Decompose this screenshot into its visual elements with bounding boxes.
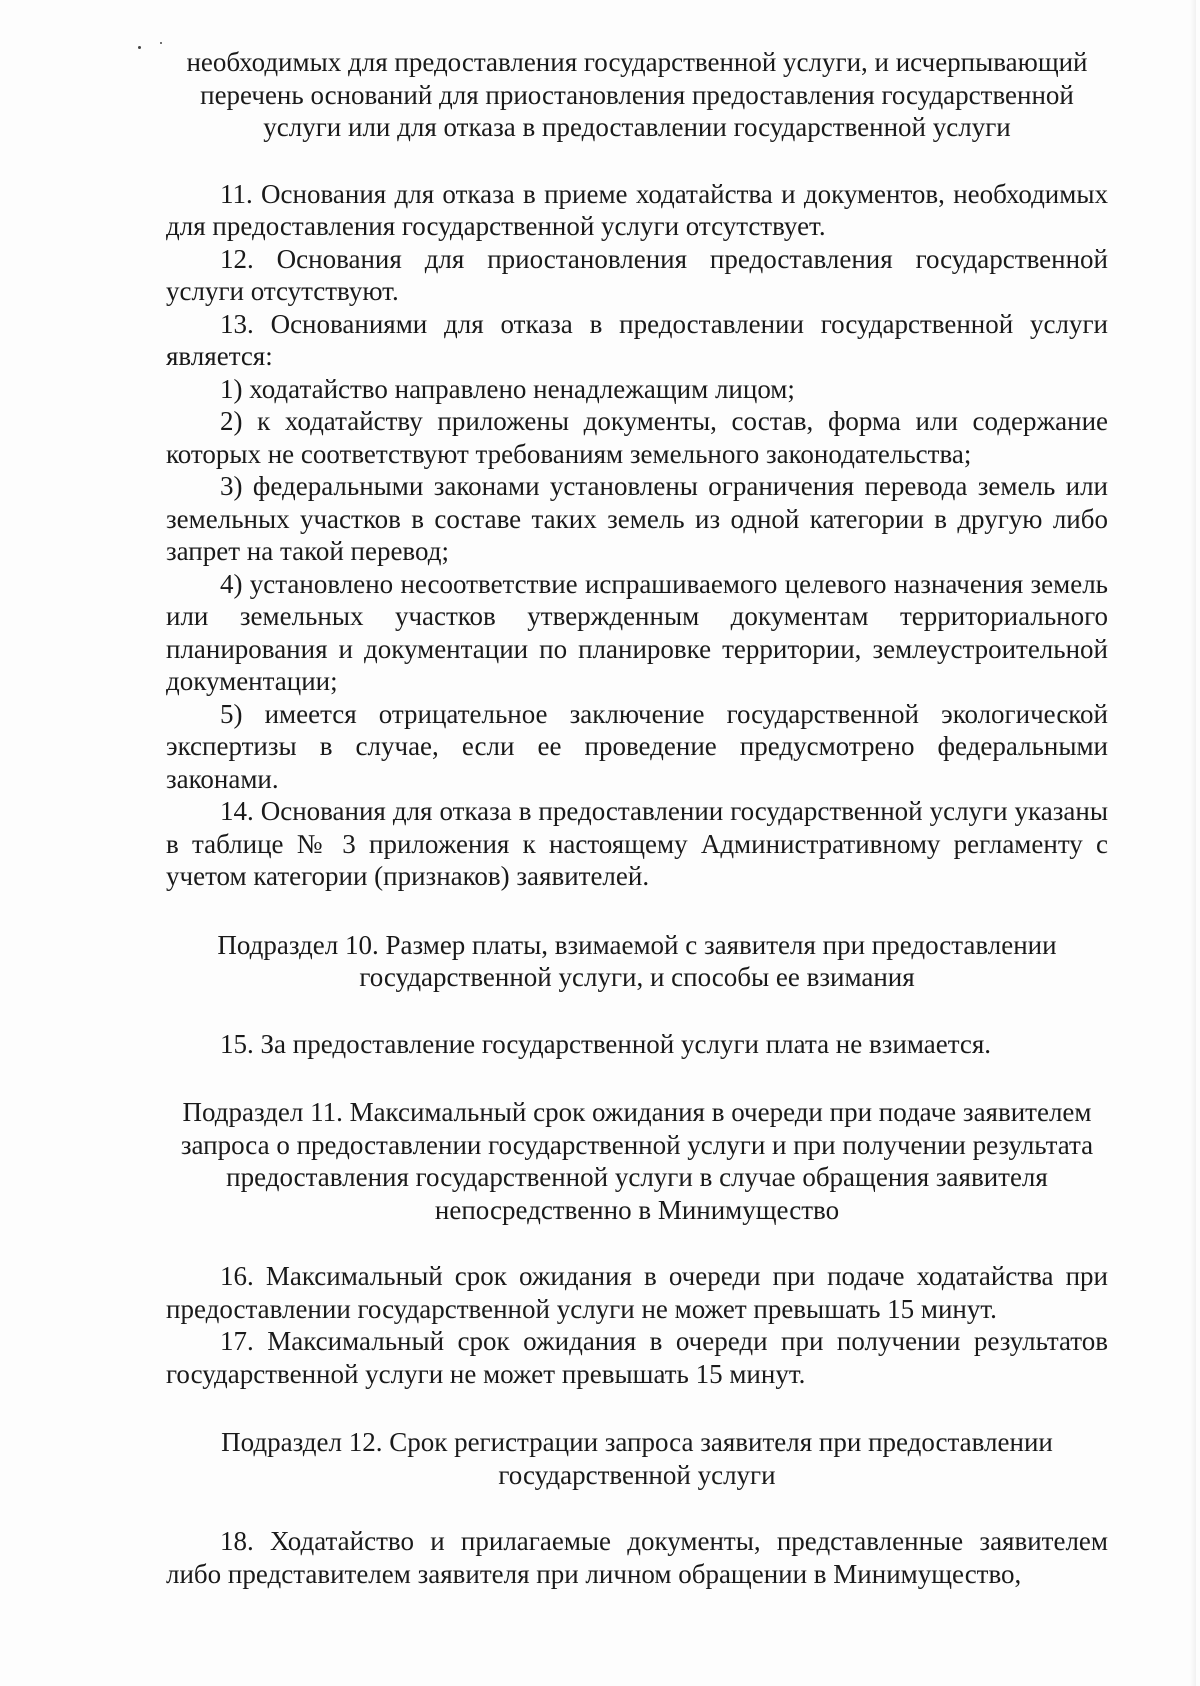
scan-speck — [138, 46, 141, 49]
paragraph-11: 11. Основания для отказа в приеме ходатайства и документов, необходимых для предоставления государственной услуги отсутствует. — [166, 178, 1108, 241]
subsection-heading-12: Подраздел 12. Срок регистрации запроса заявителя при предоставлении государственной услуги — [221, 1427, 1053, 1490]
scan-speck — [160, 42, 162, 44]
subsection-heading-10: Подраздел 10. Размер платы, взимаемой с заявителя при предоставлении государственной услуги, и способы ее взимания — [217, 929, 1057, 992]
paragraph-13-item-3: 3) федеральными законами установлены ограничения перевода земель или земельных участков в составе таких земель из одной категории в другую либо запрет на такой перевод; — [166, 471, 1108, 566]
scan-edge — [1190, 0, 1196, 1686]
paragraph-13-item-5: 5) имеется отрицательное заключение государственной экологической экспертизы в случае, если ее проведение предусмотрено федеральными законами. — [166, 698, 1108, 794]
section-heading-top: необходимых для предоставления государственной услуги, и исчерпывающий перечень оснований для приостановления предоставления государственной услуги или для отказа в предоставлении государственной услуги — [186, 47, 1088, 142]
document-body — [166, 46, 1108, 1590]
paragraph-16: 16. Максимальный срок ожидания в очереди при подаче ходатайства при предоставлении государственной услуги не может превышать 15 минут. — [166, 1261, 1108, 1324]
paragraph-12: 12. Основания для приостановления предоставления государственной услуги отсутствуют. — [166, 243, 1108, 306]
paragraph-13: 13. Основаниями для отказа в предоставлении государственной услуги является: — [166, 308, 1108, 371]
paragraph-18: 18. Ходатайство и прилагаемые документы, представленные заявителем либо представителем заявителя при личном обращении в Минимущество, — [166, 1526, 1108, 1589]
paragraph-15: 15. За предоставление государственной услуги плата не взимается. — [220, 1028, 992, 1059]
paragraph-13-item-1: 1) ходатайство направлено ненадлежащим лицом; — [220, 373, 795, 404]
subsection-heading-11: Подраздел 11. Максимальный срок ожидания в очереди при подаче заявителем запроса о предоставлении государственной услуги и при получении результата предоставления государственной услуги в случае обращения заявителя непосредственно в Минимущество — [180, 1097, 1094, 1225]
paragraph-17: 17. Максимальный срок ожидания в очереди при получении результатов государственной услуги не может превышать 15 минут. — [166, 1326, 1108, 1389]
paragraph-14: 14. Основания для отказа в предоставлении государственной услуги указаны в таблице № 3 приложения к настоящему Административному регламенту с учетом категории (признаков) заявителей. — [166, 796, 1108, 891]
paragraph-13-item-2: 2) к ходатайству приложены документы, состав, форма или содержание которых не соответствуют требованиям земельного законодательства; — [166, 406, 1108, 469]
paragraph-13-item-4: 4) установлено несоответствие испрашиваемого целевого назначения земель или земельных участков утвержденным документам территориального планирования и документации по планировке территории, землеустроительной документации; — [166, 568, 1108, 696]
